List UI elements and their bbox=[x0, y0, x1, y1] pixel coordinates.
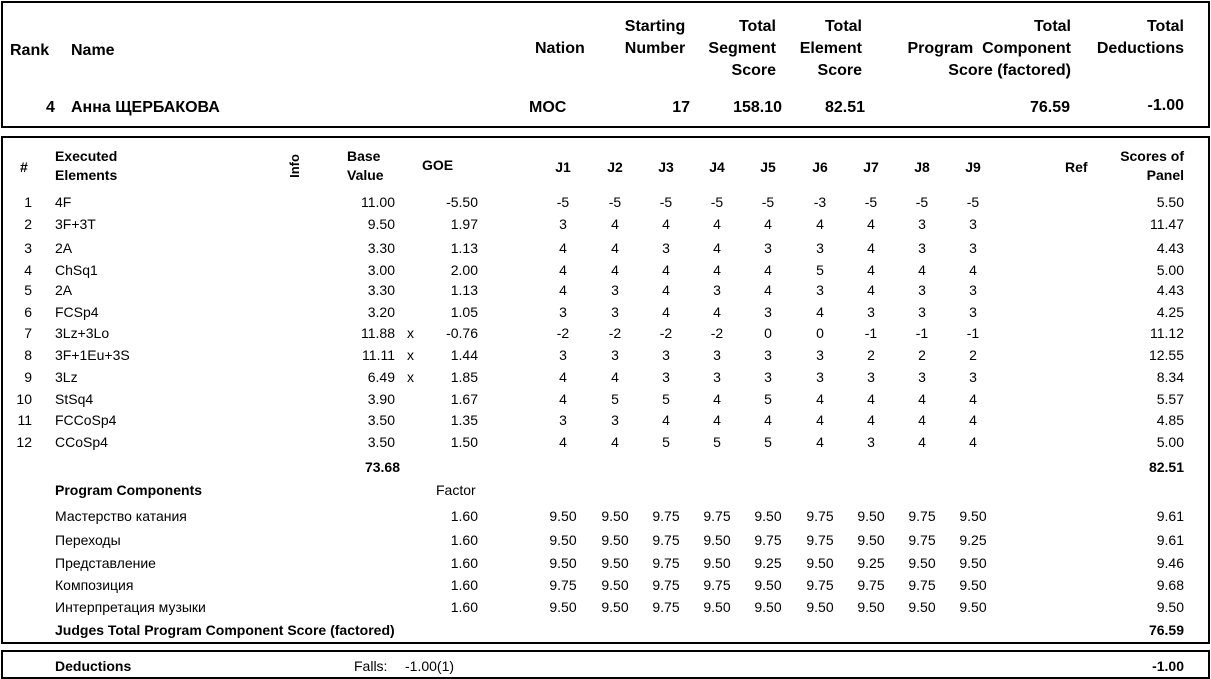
judge-header-j7: J7 bbox=[863, 159, 879, 175]
element-judge-score: 3 bbox=[559, 412, 567, 428]
element-judge-score: 3 bbox=[764, 369, 772, 385]
pcs-judge-score: 9.50 bbox=[549, 599, 577, 615]
element-base-value: 6.49 bbox=[367, 369, 395, 385]
element-base-value: 3.30 bbox=[367, 282, 395, 298]
pcs-judge-score: 9.25 bbox=[857, 555, 885, 571]
skater-nation: MOC bbox=[529, 99, 567, 116]
total-pcs-label: Total Program Component Score (factored) bbox=[907, 18, 1071, 79]
pcs-judge-score: 9.75 bbox=[806, 577, 834, 593]
total-deductions-label: Total Deductions bbox=[1096, 18, 1184, 57]
element-judge-score: 3 bbox=[713, 282, 721, 298]
skater-total-deductions: -1.00 bbox=[1147, 97, 1184, 114]
element-judge-score: 4 bbox=[764, 282, 772, 298]
element-panel-score: 8.34 bbox=[1156, 369, 1184, 385]
element-judge-score: 4 bbox=[611, 369, 619, 385]
element-judge-score: 4 bbox=[969, 262, 977, 278]
element-num: 11 bbox=[17, 412, 32, 428]
pcs-judge-score: 9.50 bbox=[857, 599, 885, 615]
judge-header-j2: J2 bbox=[607, 159, 623, 175]
element-judge-score: 4 bbox=[559, 262, 567, 278]
element-judge-score: 5 bbox=[816, 262, 824, 278]
element-name: 4F bbox=[55, 194, 72, 210]
pcs-judge-score: 9.50 bbox=[703, 555, 731, 571]
element-judge-score: 4 bbox=[816, 216, 824, 232]
element-panel-score: 4.25 bbox=[1156, 304, 1184, 320]
element-judge-score: 4 bbox=[611, 240, 619, 256]
col-base: Base Value bbox=[347, 148, 384, 183]
element-name: 2A bbox=[55, 282, 73, 298]
element-goe: 1.85 bbox=[450, 369, 478, 385]
skater-total-pcs: 76.59 bbox=[1029, 99, 1070, 116]
pcs-factor: 1.60 bbox=[450, 577, 478, 593]
element-judge-score: 3 bbox=[918, 304, 926, 320]
pcs-judge-score: 9.50 bbox=[754, 508, 782, 524]
element-judge-score: 4 bbox=[559, 434, 567, 450]
element-late-bonus: x bbox=[407, 325, 414, 341]
skater-rank: 4 bbox=[46, 99, 55, 116]
starting-number-label: Starting Number bbox=[624, 18, 686, 57]
element-goe: 1.67 bbox=[450, 391, 478, 407]
total-element-label: Total Element Score bbox=[799, 18, 862, 79]
element-judge-score: 4 bbox=[816, 434, 824, 450]
pcs-judge-score: 9.50 bbox=[549, 508, 577, 524]
pcs-panel-score: 9.68 bbox=[1156, 577, 1184, 593]
element-judge-score: 3 bbox=[867, 304, 875, 320]
element-goe: 1.35 bbox=[450, 412, 478, 428]
pcs-title: Program Components bbox=[55, 482, 203, 498]
pcs-judge-score: 9.50 bbox=[806, 599, 834, 615]
element-judge-score: 2 bbox=[867, 347, 875, 363]
element-judge-score: 4 bbox=[764, 412, 772, 428]
element-num: 10 bbox=[16, 391, 32, 407]
element-goe: 1.50 bbox=[450, 434, 478, 450]
pcs-judge-score: 9.75 bbox=[652, 599, 680, 615]
pcs-component-name: Переходы bbox=[55, 532, 121, 548]
element-judge-score: 4 bbox=[713, 304, 721, 320]
pcs-judge-score: 9.50 bbox=[601, 555, 629, 571]
element-judge-score: -1 bbox=[864, 325, 878, 341]
pcs-judge-score: 9.50 bbox=[601, 599, 629, 615]
judge-header-j5: J5 bbox=[760, 159, 776, 175]
element-judge-score: 4 bbox=[559, 391, 567, 407]
element-base-value: 11.11 bbox=[362, 347, 395, 363]
element-judge-score: 3 bbox=[611, 347, 619, 363]
judge-header-j9: J9 bbox=[965, 159, 981, 175]
pcs-judge-score: 9.50 bbox=[806, 555, 834, 571]
pcs-component-name: Интерпретация музыки bbox=[55, 599, 206, 615]
element-judge-score: 5 bbox=[764, 391, 772, 407]
element-name: CCoSp4 bbox=[55, 434, 108, 450]
pcs-judge-score: 9.50 bbox=[908, 555, 936, 571]
pcs-judge-score: 9.75 bbox=[806, 508, 834, 524]
element-judge-score: 5 bbox=[713, 434, 721, 450]
element-num: 3 bbox=[24, 240, 32, 256]
pcs-judge-score: 9.75 bbox=[857, 577, 885, 593]
element-judge-score: 4 bbox=[662, 282, 670, 298]
pcs-judge-score: 9.25 bbox=[959, 532, 987, 548]
element-judge-score: 3 bbox=[662, 369, 670, 385]
element-judge-score: -5 bbox=[710, 194, 724, 210]
element-name: 3F+1Eu+3S bbox=[55, 347, 130, 363]
pcs-judge-score: 9.75 bbox=[703, 577, 731, 593]
element-judge-score: 4 bbox=[662, 262, 670, 278]
element-judge-score: 3 bbox=[816, 369, 824, 385]
element-num: 6 bbox=[24, 304, 32, 320]
total-segment-label: Total Segment Score bbox=[708, 18, 776, 79]
element-panel-score: 5.00 bbox=[1156, 262, 1184, 278]
element-goe: 1.05 bbox=[450, 304, 478, 320]
element-base-value: 3.50 bbox=[367, 412, 395, 428]
pcs-judge-score: 9.75 bbox=[652, 577, 680, 593]
element-judge-score: 3 bbox=[969, 304, 977, 320]
element-judge-score: 4 bbox=[764, 262, 772, 278]
element-judge-score: 4 bbox=[867, 412, 875, 428]
pcs-judge-score: 9.50 bbox=[908, 599, 936, 615]
element-judge-score: 3 bbox=[713, 369, 721, 385]
deductions-total: -1.00 bbox=[1152, 658, 1184, 674]
element-name: FCCoSp4 bbox=[55, 412, 117, 428]
element-judge-score: 3 bbox=[662, 240, 670, 256]
element-judge-score: 3 bbox=[559, 347, 567, 363]
element-judge-score: 4 bbox=[662, 216, 670, 232]
element-judge-score: 3 bbox=[662, 347, 670, 363]
element-base-value: 11.00 bbox=[361, 194, 395, 210]
element-goe: 2.00 bbox=[450, 262, 478, 278]
pcs-panel-score: 9.61 bbox=[1156, 508, 1184, 524]
pcs-panel-score: 9.46 bbox=[1156, 555, 1184, 571]
element-judge-score: 4 bbox=[867, 216, 875, 232]
element-judge-score: -1 bbox=[915, 325, 929, 341]
pcs-judge-score: 9.50 bbox=[959, 555, 987, 571]
element-judge-score: 4 bbox=[611, 216, 619, 232]
element-judge-score: 3 bbox=[713, 347, 721, 363]
pcs-total: 76.59 bbox=[1148, 622, 1184, 638]
element-judge-score: 4 bbox=[764, 216, 772, 232]
skater-total-segment-score: 158.10 bbox=[733, 99, 782, 116]
element-base-value: 3.50 bbox=[367, 434, 395, 450]
element-judge-score: 4 bbox=[918, 262, 926, 278]
element-judge-score: 2 bbox=[918, 347, 926, 363]
pcs-panel-score: 9.61 bbox=[1156, 532, 1184, 548]
pcs-judge-score: 9.75 bbox=[549, 577, 577, 593]
element-judge-score: 3 bbox=[816, 347, 824, 363]
pcs-judge-score: 9.75 bbox=[908, 577, 936, 593]
element-goe: 1.97 bbox=[450, 216, 478, 232]
element-judge-score: 4 bbox=[559, 369, 567, 385]
element-judge-score: 4 bbox=[662, 304, 670, 320]
element-judge-score: -2 bbox=[556, 325, 570, 341]
element-panel-score: 5.50 bbox=[1156, 194, 1184, 210]
pcs-factor: 1.60 bbox=[450, 508, 478, 524]
pcs-judge-score: 9.75 bbox=[652, 555, 680, 571]
element-judge-score: 4 bbox=[662, 412, 670, 428]
element-panel-score: 4.43 bbox=[1156, 282, 1184, 298]
pcs-judge-score: 9.75 bbox=[754, 532, 782, 548]
element-judge-score: 4 bbox=[918, 391, 926, 407]
element-goe: 1.13 bbox=[450, 282, 478, 298]
element-judge-score: 3 bbox=[816, 240, 824, 256]
skater-name: Анна ЩЕРБАКОВА bbox=[71, 99, 220, 116]
element-judge-score: 3 bbox=[559, 304, 567, 320]
element-goe: 1.44 bbox=[450, 347, 478, 363]
element-judge-score: -5 bbox=[556, 194, 570, 210]
element-judge-score: 5 bbox=[662, 434, 670, 450]
element-name: StSq4 bbox=[55, 391, 94, 407]
pcs-panel-score: 9.50 bbox=[1156, 599, 1184, 615]
element-judge-score: 3 bbox=[918, 282, 926, 298]
element-panel-score: 5.00 bbox=[1156, 434, 1184, 450]
element-num: 5 bbox=[24, 282, 32, 298]
element-judge-score: 3 bbox=[918, 369, 926, 385]
element-judge-score: 3 bbox=[559, 216, 567, 232]
falls-label: Falls: bbox=[354, 658, 388, 674]
element-judge-score: 3 bbox=[611, 282, 619, 298]
element-base-value: 3.20 bbox=[367, 304, 395, 320]
pcs-component-name: Композиция bbox=[55, 577, 134, 593]
element-base-value: 3.90 bbox=[367, 391, 395, 407]
element-num: 2 bbox=[24, 216, 32, 232]
element-judge-score: 5 bbox=[662, 391, 670, 407]
nation-label: Nation bbox=[535, 40, 585, 57]
element-judge-score: 4 bbox=[816, 412, 824, 428]
pcs-judge-score: 9.50 bbox=[549, 555, 577, 571]
pcs-judge-score: 9.50 bbox=[601, 532, 629, 548]
pcs-component-name: Представление bbox=[55, 555, 156, 571]
element-judge-score: 3 bbox=[969, 282, 977, 298]
pcs-judge-score: 9.25 bbox=[754, 555, 782, 571]
element-num: 1 bbox=[24, 194, 32, 210]
element-judge-score: -5 bbox=[608, 194, 622, 210]
pcs-judge-score: 9.50 bbox=[857, 508, 885, 524]
element-judge-score: 0 bbox=[816, 325, 824, 341]
element-num: 4 bbox=[24, 262, 32, 278]
element-judge-score: 3 bbox=[816, 282, 824, 298]
element-judge-score: -5 bbox=[761, 194, 775, 210]
rank-label: Rank bbox=[10, 42, 50, 59]
element-judge-score: 4 bbox=[969, 391, 977, 407]
skater-total-element-score: 82.51 bbox=[824, 99, 865, 116]
element-name: 3F+3T bbox=[55, 216, 96, 232]
pcs-component-name: Мастерство катания bbox=[55, 508, 187, 524]
judge-header-j3: J3 bbox=[658, 159, 674, 175]
pcs-judge-score: 9.75 bbox=[806, 532, 834, 548]
col-goe: GOE bbox=[422, 157, 454, 173]
element-panel-score: 4.85 bbox=[1156, 412, 1184, 428]
element-num: 9 bbox=[24, 369, 32, 385]
pcs-total-label: Judges Total Program Component Score (factored) bbox=[55, 622, 395, 638]
element-judge-score: 4 bbox=[918, 434, 926, 450]
judge-header-j1: J1 bbox=[555, 159, 571, 175]
element-judge-score: 3 bbox=[764, 240, 772, 256]
element-panel-score: 5.57 bbox=[1156, 391, 1184, 407]
pcs-judge-score: 9.75 bbox=[908, 532, 936, 548]
pcs-factor: 1.60 bbox=[450, 599, 478, 615]
pcs-judge-score: 9.50 bbox=[959, 508, 987, 524]
element-name: ChSq1 bbox=[55, 262, 98, 278]
pcs-judge-score: 9.50 bbox=[754, 577, 782, 593]
element-judge-score: 4 bbox=[713, 216, 721, 232]
pcs-factor: 1.60 bbox=[450, 532, 478, 548]
element-judge-score: -2 bbox=[659, 325, 673, 341]
element-judge-score: 2 bbox=[969, 347, 977, 363]
judge-header-j6: J6 bbox=[812, 159, 828, 175]
pcs-judge-score: 9.50 bbox=[601, 508, 629, 524]
element-name: 2A bbox=[55, 240, 73, 256]
element-judge-score: 4 bbox=[918, 412, 926, 428]
element-judge-score: 5 bbox=[611, 391, 619, 407]
elements-score-total: 82.51 bbox=[1148, 459, 1184, 475]
element-judge-score: 5 bbox=[764, 434, 772, 450]
pcs-judge-score: 9.50 bbox=[959, 577, 987, 593]
name-label: Name bbox=[71, 42, 115, 59]
deductions-label: Deductions bbox=[55, 658, 132, 674]
judge-header-j4: J4 bbox=[709, 159, 725, 175]
element-judge-score: 3 bbox=[764, 347, 772, 363]
pcs-judge-score: 9.75 bbox=[652, 508, 680, 524]
element-judge-score: -5 bbox=[864, 194, 878, 210]
element-judge-score: 4 bbox=[713, 412, 721, 428]
col-num: # bbox=[20, 159, 28, 175]
element-judge-score: 4 bbox=[816, 391, 824, 407]
element-judge-score: 4 bbox=[867, 282, 875, 298]
element-name: 3Lz+3Lo bbox=[55, 325, 110, 341]
element-panel-score: 11.12 bbox=[1150, 325, 1184, 341]
col-ref: Ref bbox=[1065, 159, 1088, 175]
pcs-judge-score: 9.50 bbox=[703, 599, 731, 615]
judge-header-j8: J8 bbox=[914, 159, 930, 175]
element-late-bonus: x bbox=[407, 369, 414, 385]
element-judge-score: 4 bbox=[969, 412, 977, 428]
element-judge-score: -3 bbox=[813, 194, 827, 210]
element-judge-score: 4 bbox=[559, 240, 567, 256]
pcs-judge-score: 9.50 bbox=[754, 599, 782, 615]
element-judge-score: 4 bbox=[867, 391, 875, 407]
element-judge-score: -5 bbox=[659, 194, 673, 210]
deductions-panel bbox=[1, 650, 1210, 679]
element-judge-score: 4 bbox=[611, 262, 619, 278]
element-base-value: 9.50 bbox=[367, 216, 395, 232]
element-panel-score: 4.43 bbox=[1156, 240, 1184, 256]
col-info: Info bbox=[287, 154, 302, 178]
element-panel-score: 11.47 bbox=[1150, 216, 1184, 232]
element-name: 3Lz bbox=[55, 369, 78, 385]
falls-value: -1.00(1) bbox=[405, 658, 455, 674]
pcs-judge-score: 9.75 bbox=[652, 532, 680, 548]
element-judge-score: 3 bbox=[867, 434, 875, 450]
element-num: 8 bbox=[24, 347, 32, 363]
pcs-factor: 1.60 bbox=[450, 555, 478, 571]
pcs-judge-score: 9.50 bbox=[959, 599, 987, 615]
element-judge-score: 0 bbox=[764, 325, 772, 341]
skater-starting-number: 17 bbox=[672, 99, 690, 116]
element-judge-score: 4 bbox=[969, 434, 977, 450]
element-judge-score: 4 bbox=[867, 240, 875, 256]
element-judge-score: 4 bbox=[611, 434, 619, 450]
element-judge-score: 4 bbox=[559, 282, 567, 298]
element-judge-score: 3 bbox=[918, 216, 926, 232]
pcs-judge-score: 9.50 bbox=[549, 532, 577, 548]
element-judge-score: 3 bbox=[918, 240, 926, 256]
element-judge-score: 3 bbox=[764, 304, 772, 320]
pcs-factor-label: Factor bbox=[436, 482, 476, 498]
pcs-judge-score: 9.50 bbox=[601, 577, 629, 593]
element-goe: -5.50 bbox=[446, 194, 478, 210]
pcs-judge-score: 9.50 bbox=[857, 532, 885, 548]
element-base-value: 11.88 bbox=[361, 325, 395, 341]
element-base-value: 3.00 bbox=[367, 262, 395, 278]
element-judge-score: 3 bbox=[969, 216, 977, 232]
element-goe: 1.13 bbox=[450, 240, 478, 256]
element-judge-score: 3 bbox=[867, 369, 875, 385]
pcs-judge-score: 9.50 bbox=[703, 532, 731, 548]
element-panel-score: 12.55 bbox=[1148, 347, 1184, 363]
element-judge-score: -1 bbox=[966, 325, 980, 341]
element-num: 7 bbox=[24, 325, 32, 341]
element-judge-score: 3 bbox=[969, 369, 977, 385]
element-judge-score: 3 bbox=[611, 412, 619, 428]
element-judge-score: -2 bbox=[608, 325, 622, 341]
element-judge-score: 4 bbox=[713, 240, 721, 256]
element-judge-score: 3 bbox=[611, 304, 619, 320]
pcs-judge-score: 9.75 bbox=[703, 508, 731, 524]
element-judge-score: -2 bbox=[710, 325, 724, 341]
elements-base-total: 73.68 bbox=[364, 459, 400, 475]
element-judge-score: -5 bbox=[915, 194, 929, 210]
col-panel: Scores of Panel bbox=[1120, 148, 1184, 183]
pcs-judge-score: 9.75 bbox=[908, 508, 936, 524]
element-goe: -0.76 bbox=[446, 325, 478, 341]
element-late-bonus: x bbox=[407, 347, 414, 363]
element-base-value: 3.30 bbox=[367, 240, 395, 256]
element-name: FCSp4 bbox=[55, 304, 99, 320]
element-judge-score: -5 bbox=[966, 194, 980, 210]
element-judge-score: 4 bbox=[713, 262, 721, 278]
col-executed: Executed Elements bbox=[55, 148, 118, 183]
element-judge-score: 4 bbox=[713, 391, 721, 407]
element-judge-score: 4 bbox=[867, 262, 875, 278]
element-num: 12 bbox=[16, 434, 32, 450]
element-judge-score: 4 bbox=[816, 304, 824, 320]
element-judge-score: 3 bbox=[969, 240, 977, 256]
